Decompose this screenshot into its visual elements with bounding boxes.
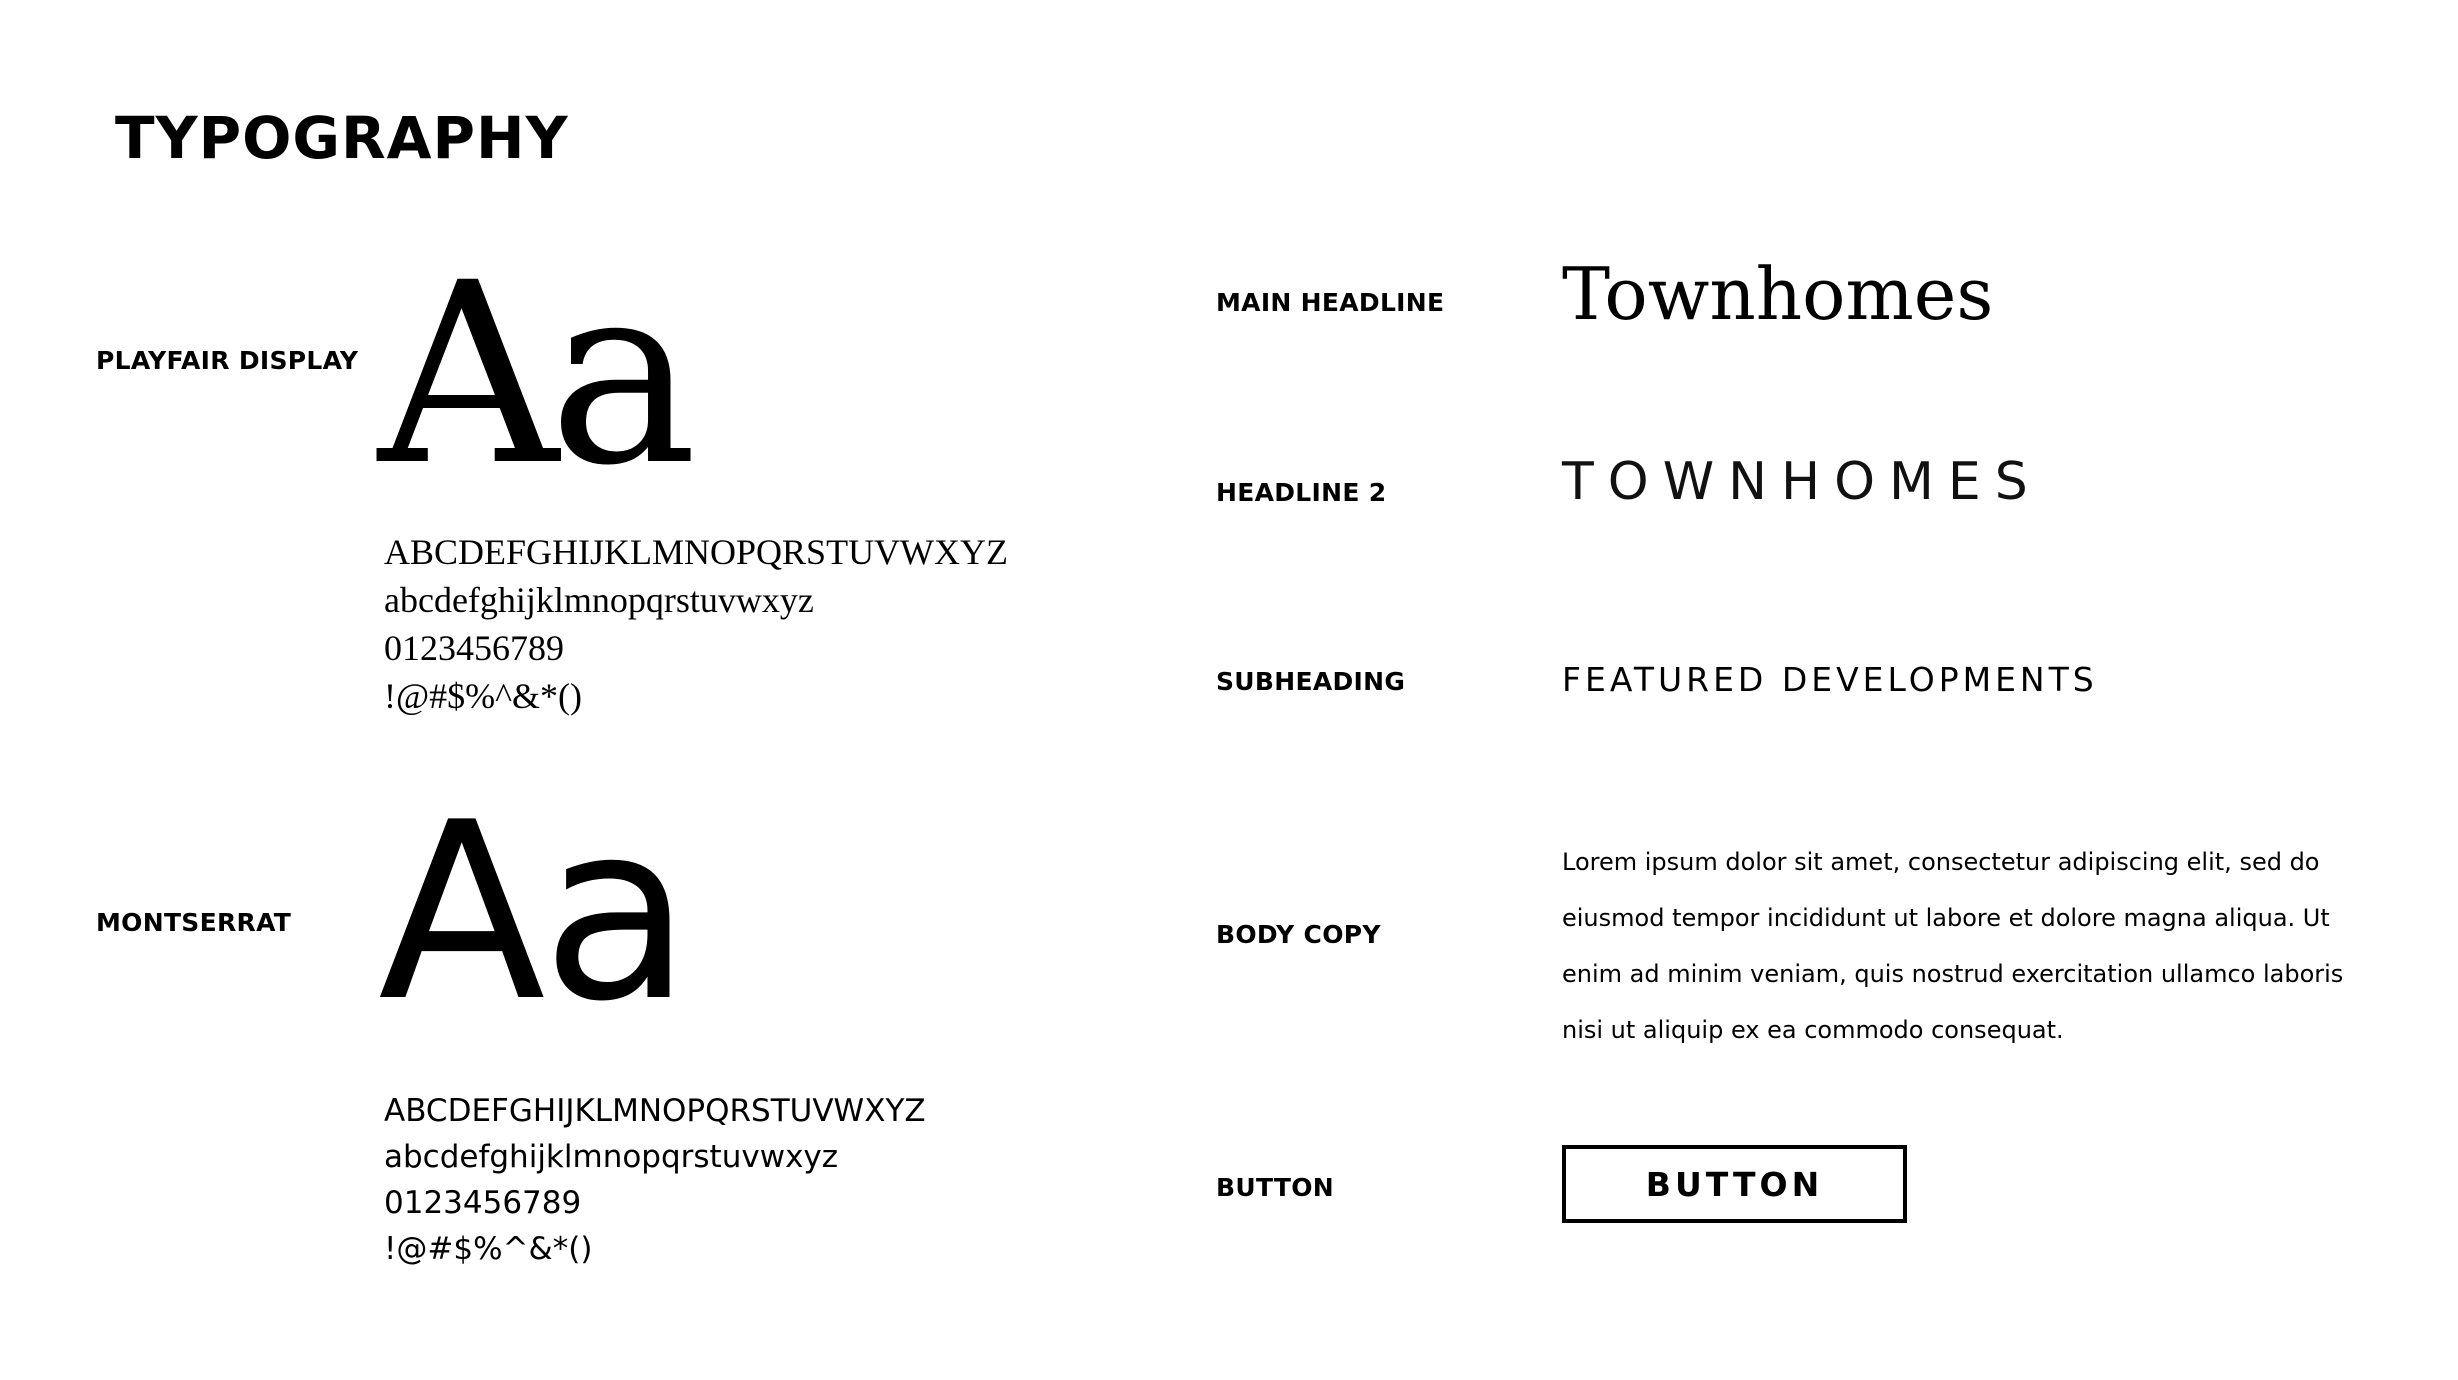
sample-button[interactable]: BUTTON	[1562, 1145, 1907, 1223]
subheading-sample: FEATURED DEVELOPMENTS	[1562, 660, 2098, 699]
font-label-playfair: PLAYFAIR DISPLAY	[96, 346, 359, 375]
montserrat-uppercase: ABCDEFGHIJKLMNOPQRSTUVWXYZ	[384, 1093, 926, 1129]
playfair-symbols: !@#$%^&*()	[384, 676, 582, 716]
montserrat-digits: 0123456789	[384, 1185, 582, 1221]
style-label-subheading: SUBHEADING	[1216, 667, 1406, 696]
montserrat-aa-sample: Aa	[378, 770, 688, 1055]
playfair-lowercase: abcdefghijklmnopqrstuvwxyz	[384, 580, 814, 620]
style-label-body-copy: BODY COPY	[1216, 920, 1381, 949]
style-label-main-headline: MAIN HEADLINE	[1216, 288, 1445, 317]
montserrat-character-set	[384, 1088, 926, 1272]
page-title: TYPOGRAPHY	[115, 104, 569, 172]
body-copy-sample: Lorem ipsum dolor sit amet, consectetur adipiscing elit, sed do eiusmod tempor incididunt ut labore et dolore magna aliqua. Ut enim ad minim veniam, quis nostrud exercitation ullamco laboris nisi ut aliquip ex ea commodo consequat.	[1562, 848, 2344, 1044]
playfair-aa-sample: Aa	[378, 229, 688, 520]
headline2-sample: TOWNHOMES	[1562, 452, 2042, 512]
montserrat-lowercase: abcdefghijklmnopqrstuvwxyz	[384, 1139, 839, 1175]
main-headline-sample: Townhomes	[1562, 252, 1994, 336]
playfair-digits: 0123456789	[384, 628, 564, 668]
style-label-headline2: HEADLINE 2	[1216, 478, 1387, 507]
font-label-montserrat: MONTSERRAT	[96, 908, 292, 937]
montserrat-symbols: !@#$%^&*()	[384, 1231, 593, 1267]
playfair-uppercase: ABCDEFGHIJKLMNOPQRSTUVWXYZ	[384, 532, 1009, 572]
style-label-button: BUTTON	[1216, 1173, 1335, 1202]
playfair-character-set	[384, 528, 1008, 720]
